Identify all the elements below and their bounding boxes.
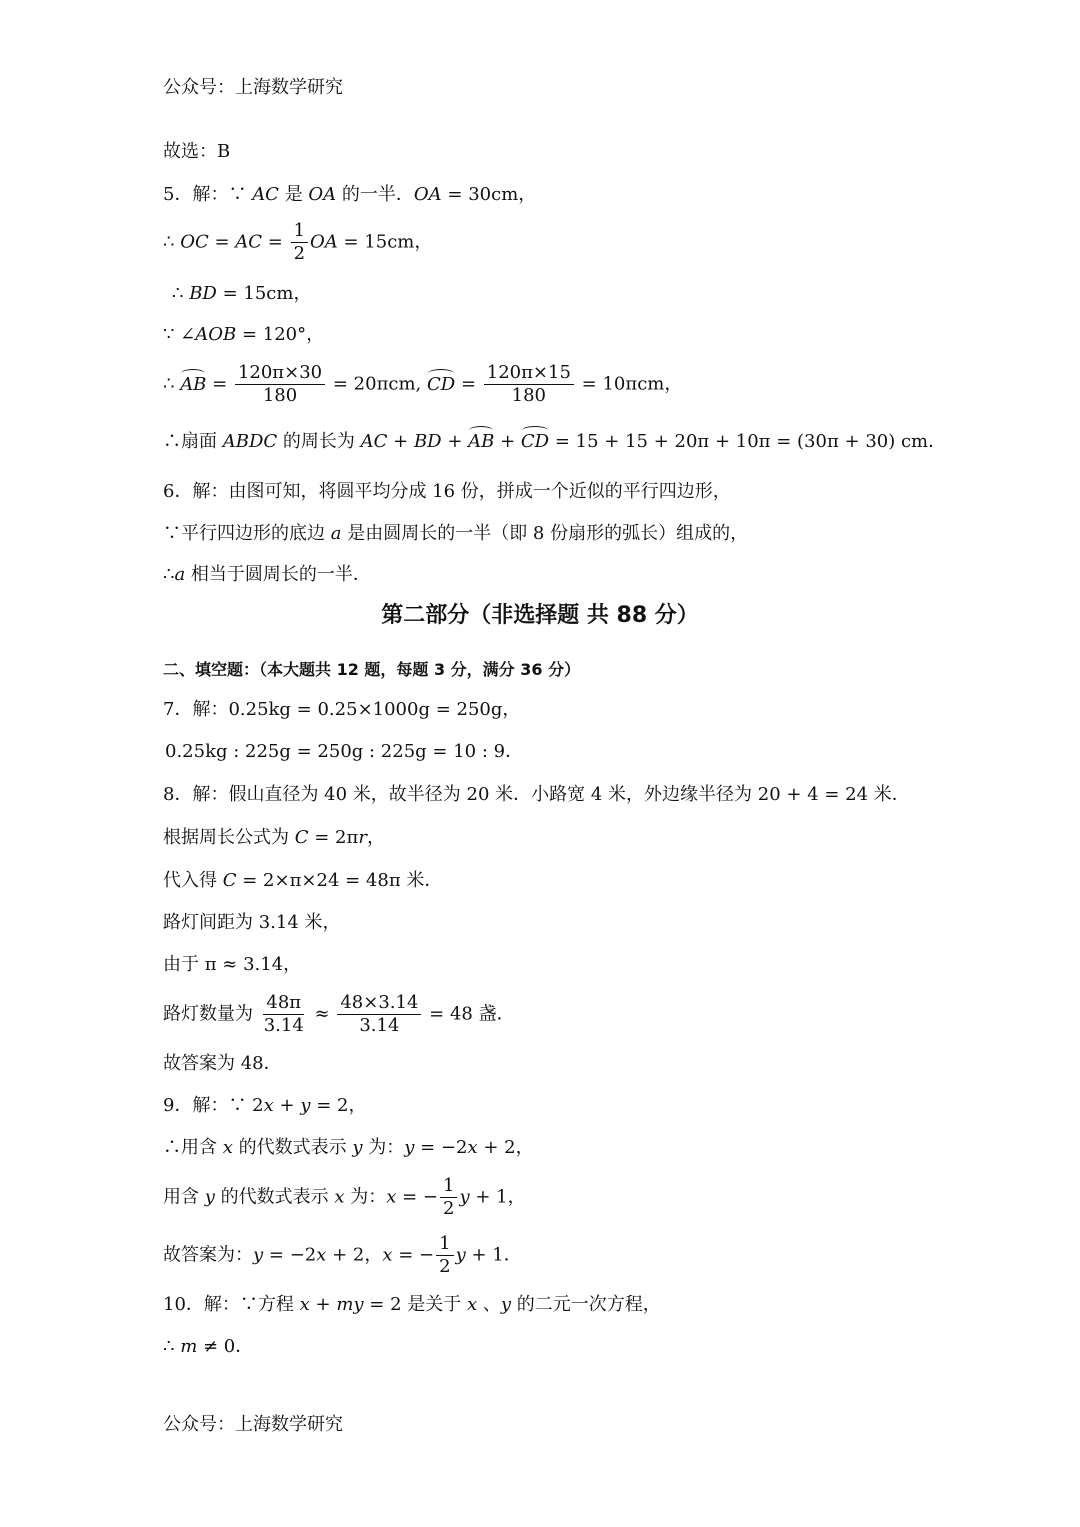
math-var: BD <box>413 431 442 452</box>
text: ∴ <box>163 231 181 253</box>
text: 路灯数量为 <box>163 1003 259 1025</box>
math-var: x <box>334 1186 345 1208</box>
fraction <box>484 362 574 407</box>
q5-line-4 <box>163 323 324 347</box>
text: = <box>206 373 233 395</box>
text: = −2 <box>263 1244 317 1266</box>
text: + 2， <box>477 1137 534 1158</box>
text: 用含 <box>163 1186 205 1208</box>
q6-line-2 <box>163 522 748 546</box>
numerator: 1 <box>291 220 308 243</box>
math-var: my <box>336 1294 364 1315</box>
text: 的二元一次方程， <box>511 1294 661 1315</box>
math-var: y <box>500 1294 512 1315</box>
numerator: 48×3.14 <box>337 992 421 1015</box>
q5-line-3 <box>172 282 311 306</box>
text: = − <box>392 1244 435 1266</box>
text: 故答案为 48． <box>163 1053 282 1074</box>
text: 8．解：假山直径为 40 米，故半径为 20 米．小路宽 4 米，外边缘半径为 20 + 4 = 24 米． <box>163 784 910 805</box>
arc-symbol: AB <box>468 431 495 452</box>
math-var: x <box>222 1137 233 1158</box>
text: = 15cm， <box>216 283 312 304</box>
fraction <box>337 992 421 1037</box>
denominator: 180 <box>262 385 298 406</box>
math-var: y <box>253 1244 264 1266</box>
math-var: C <box>222 870 237 891</box>
text: + <box>387 431 414 452</box>
text: = 2 是关于 <box>363 1294 467 1315</box>
math-var: x <box>382 1244 393 1266</box>
q8-line-2 <box>163 826 385 850</box>
sub-title: 二、填空题：（本大题共 12 题，每题 3 分，满分 36 分） <box>163 660 581 679</box>
text: 的代数式表示 <box>232 1137 353 1158</box>
text: = <box>455 373 482 395</box>
math-var: AC <box>235 231 263 253</box>
q5-line-5 <box>163 362 682 407</box>
text: = 15cm， <box>337 231 433 253</box>
text: 5．解：∵ <box>163 184 253 205</box>
text: 故选：B <box>163 141 231 162</box>
math-var: y <box>352 1137 363 1158</box>
q7-line-2 <box>165 740 523 764</box>
text: = <box>208 231 236 253</box>
text: + <box>494 431 521 452</box>
text: ≠ 0． <box>197 1336 254 1357</box>
math-var: x <box>467 1294 478 1315</box>
numerator: 48π <box>263 992 304 1015</box>
math-var: y <box>404 1137 415 1158</box>
math-var: y <box>455 1244 466 1266</box>
text: + 2， <box>326 1244 383 1266</box>
math-var: x <box>299 1294 310 1315</box>
arc-symbol: CD <box>520 431 550 452</box>
denominator: 3.14 <box>263 1015 304 1036</box>
text: 0.25kg : 225g = 250g : 225g = 10 : 9． <box>165 741 524 762</box>
denominator: 3.14 <box>359 1015 400 1036</box>
q9-line-1 <box>163 1094 366 1118</box>
text: 9．解：∵ 2 <box>163 1095 264 1116</box>
math-var: BD <box>189 283 217 304</box>
denominator: 2 <box>293 243 306 264</box>
math-var: x <box>467 1137 478 1158</box>
q9-line-2 <box>163 1136 534 1160</box>
q7-line-1 <box>163 698 520 722</box>
section-title: 第二部分（非选择题 共 88 分） <box>381 603 699 628</box>
math-var: m <box>180 1336 198 1357</box>
q5-line-6 <box>163 430 946 454</box>
text: = 48 盏． <box>423 1003 515 1025</box>
q6-line-3 <box>163 563 371 587</box>
text: ∵ ∠ <box>163 324 196 345</box>
page-footer: 公众号：上海数学研究 <box>163 1414 343 1435</box>
arc-symbol: CD <box>427 373 456 395</box>
text: = <box>262 231 289 253</box>
fraction <box>235 362 325 407</box>
text: = 2， <box>310 1095 367 1116</box>
text: 代入得 <box>163 870 223 891</box>
q8-line-6 <box>163 992 515 1037</box>
arc-symbol: AB <box>180 373 207 395</box>
text: ∴ <box>172 283 190 304</box>
text: = 120°， <box>236 324 325 345</box>
text: = 15 + 15 + 20π + 10π = <box>549 431 798 452</box>
q5-line-2 <box>163 220 432 265</box>
text: = 30cm， <box>441 184 537 205</box>
q8-line-7 <box>163 1052 282 1076</box>
answer-choice-line <box>163 140 230 164</box>
math-var: ABDC <box>222 431 278 452</box>
numerator: 1 <box>440 1175 457 1198</box>
text: ≈ <box>308 1003 336 1025</box>
math-var: x <box>316 1244 327 1266</box>
math-var: y <box>300 1095 311 1116</box>
fraction <box>436 1233 453 1278</box>
text: 、 <box>477 1294 501 1315</box>
math-var: x <box>386 1186 397 1208</box>
text: 10．解：∵方程 <box>163 1294 300 1315</box>
text: = 2×π×24 = 48π 米． <box>236 870 443 891</box>
text: + 1， <box>469 1186 526 1208</box>
text: 是 <box>278 184 309 205</box>
math-var: OA <box>310 231 338 253</box>
numerator: 1 <box>436 1233 453 1256</box>
denominator: 2 <box>439 1256 451 1277</box>
text: 的代数式表示 <box>214 1186 335 1208</box>
text: 相当于圆周长的一半． <box>185 564 371 585</box>
text: 故答案为： <box>163 1244 253 1266</box>
math-var: OC <box>180 231 209 253</box>
text: + <box>441 431 469 452</box>
text: ∵平行四边形的底边 <box>163 523 331 544</box>
text: = 2π <box>308 827 359 848</box>
text: ∴用含 <box>163 1137 223 1158</box>
q8-line-5 <box>163 953 301 977</box>
q10-line-2 <box>163 1335 253 1359</box>
fraction <box>261 992 307 1037</box>
math-var: a <box>330 523 342 544</box>
text: + 1． <box>465 1244 522 1266</box>
text: (30π + 30) <box>797 431 896 452</box>
math-var: y <box>459 1186 470 1208</box>
numerator: 120π×15 <box>484 362 574 385</box>
text: 路灯间距为 3.14 米， <box>163 912 341 933</box>
text: + <box>273 1095 301 1116</box>
math-var: C <box>294 827 309 848</box>
numerator: 120π×30 <box>235 362 325 385</box>
denominator: 2 <box>443 1198 455 1219</box>
text: 的周长为 <box>277 431 361 452</box>
text: 6．解：由图可知，将圆平均分成 16 份，拼成一个近似的平行四边形， <box>163 481 731 502</box>
math-var: AOB <box>195 324 237 345</box>
text: 是由圆周长的一半（即 8 份扇形的弧长）组成的， <box>341 523 749 544</box>
math-var: AC <box>360 431 388 452</box>
text: ∴ <box>163 564 175 585</box>
math-var: y <box>204 1186 215 1208</box>
q10-line-1 <box>163 1293 661 1317</box>
text: 根据周长公式为 <box>163 827 295 848</box>
text: = 20πcm, <box>327 373 427 395</box>
text: ， <box>366 827 385 848</box>
text: ∴ <box>163 373 181 395</box>
math-var: x <box>263 1095 274 1116</box>
page-header: 公众号：上海数学研究 <box>163 77 343 98</box>
math-var: a <box>174 564 186 585</box>
text: = 10πcm， <box>575 373 683 395</box>
text: cm． <box>895 431 947 452</box>
q8-line-4 <box>163 911 341 935</box>
text: 的一半． <box>336 184 414 205</box>
text: = − <box>396 1186 439 1208</box>
text: = −2 <box>414 1137 468 1158</box>
text: ∴扇面 <box>163 431 223 452</box>
text: 为： <box>344 1186 387 1208</box>
text: 由于 π ≈ 3.14， <box>163 954 302 975</box>
q8-line-3 <box>163 869 442 893</box>
text: + <box>309 1294 337 1315</box>
q5-line-1 <box>163 183 536 207</box>
math-var: OA <box>413 184 442 205</box>
text: 7．解：0.25kg = 0.25×1000g = 250g， <box>163 699 521 720</box>
fraction <box>440 1175 457 1220</box>
text: 为： <box>362 1137 405 1158</box>
fraction <box>291 220 308 265</box>
q9-line-4 <box>163 1233 522 1278</box>
math-var: AC <box>252 184 279 205</box>
math-var: r <box>358 827 367 848</box>
denominator: 180 <box>511 385 547 406</box>
q9-line-3 <box>163 1175 526 1220</box>
q6-line-1 <box>163 480 731 504</box>
math-var: OA <box>308 184 337 205</box>
text: ∴ <box>163 1336 181 1357</box>
q8-line-1 <box>163 783 910 807</box>
